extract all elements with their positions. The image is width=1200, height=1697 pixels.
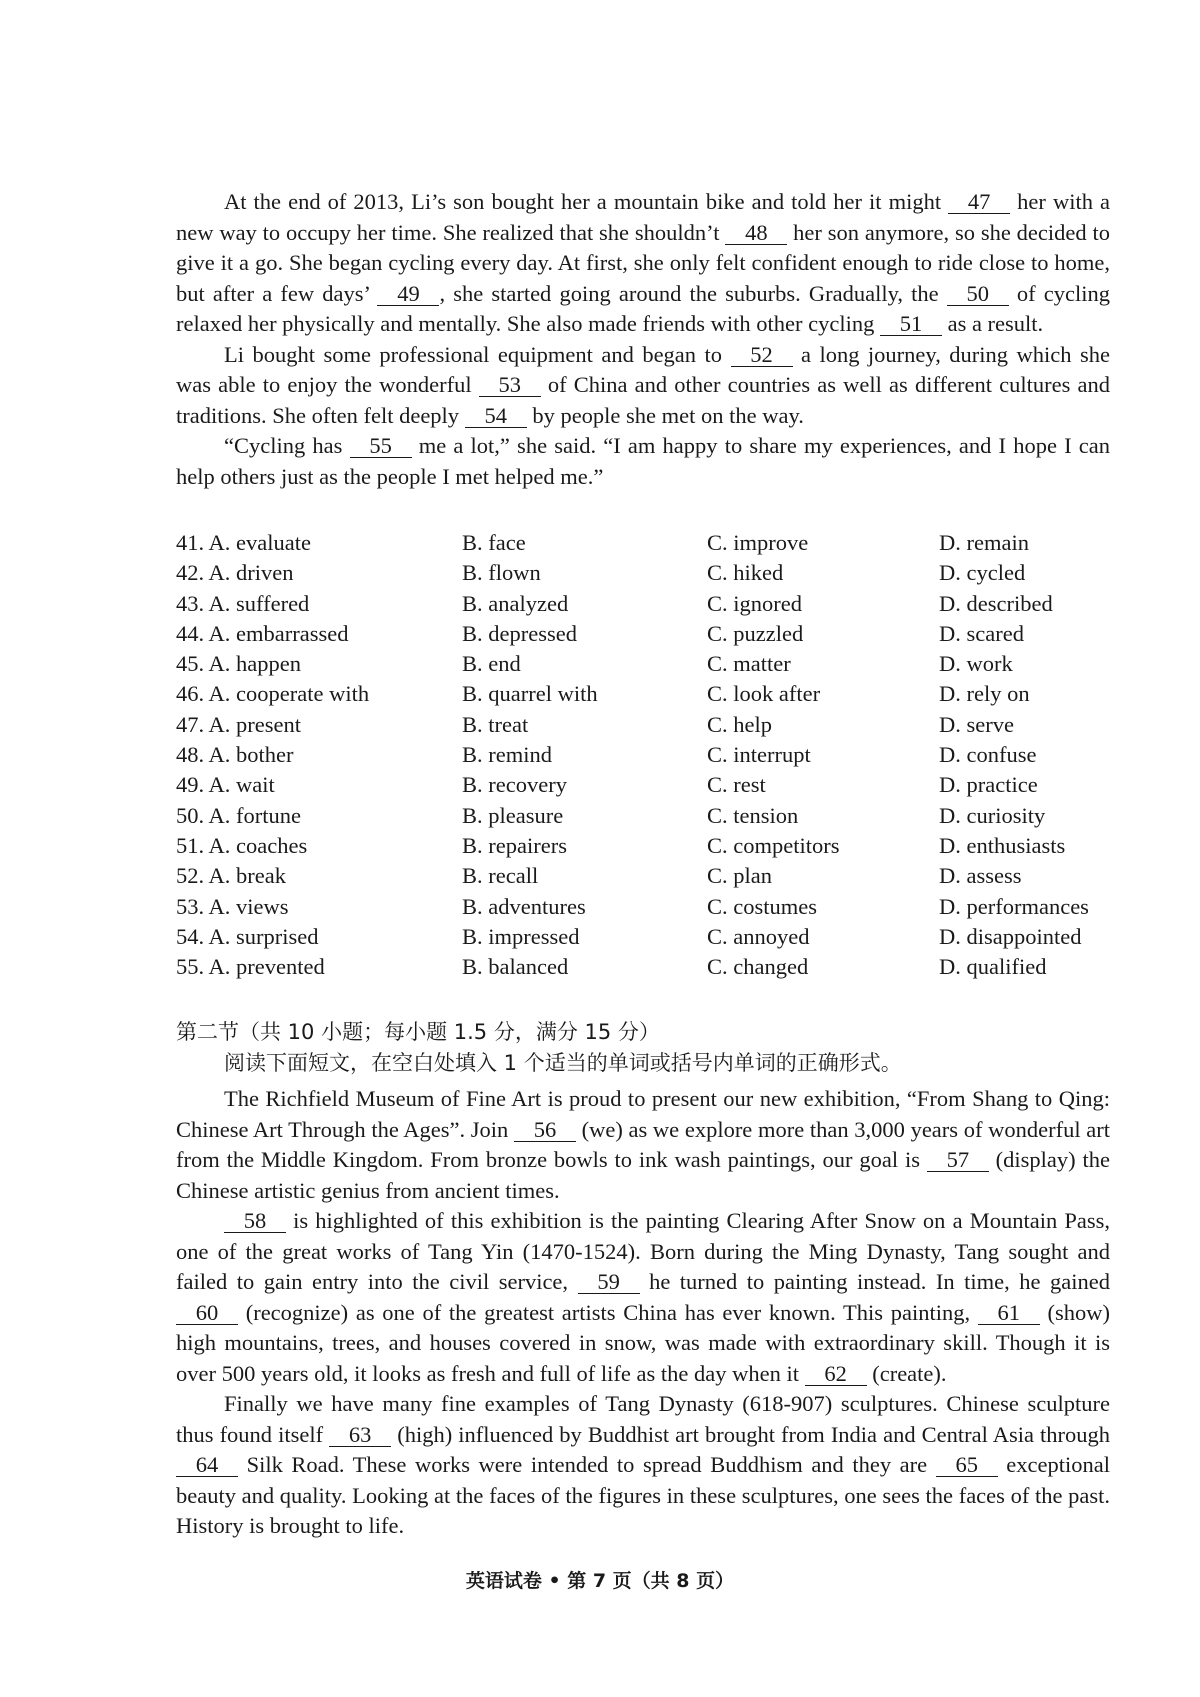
option-choice: C. plan	[707, 863, 772, 889]
option-choice: B. impressed	[462, 923, 580, 949]
paragraph-text: (create).	[866, 1360, 947, 1386]
cloze-passage	[176, 187, 1110, 492]
option-choice: D. remain	[939, 530, 1029, 555]
option-choice: 50. A. fortune	[176, 802, 301, 828]
paragraph-text: a long journey, during which she was able to enjoy the wonderful	[176, 341, 1110, 397]
option-choice: D. qualified	[939, 954, 1047, 980]
paragraph-text: Finally we have many fine examples of Tang Dynasty (618-907) sculptures. Chinese sculpture thus found itself	[176, 1391, 1110, 1447]
option-row	[176, 558, 1110, 588]
option-choice: B. recall	[462, 863, 539, 889]
option-row	[176, 649, 1110, 679]
option-choice: D. work	[939, 651, 1013, 677]
option-choice: 43. A. suffered	[176, 590, 310, 616]
option-choice: B. flown	[462, 560, 541, 586]
option-choice: C. hiked	[707, 560, 784, 586]
paragraph-text: her son anymore, so she decided to give it a go. She began cycling every day. At first, she only felt confident enough to ride close to home, but after a few days’	[176, 219, 1110, 306]
option-choice: D. performances	[939, 893, 1089, 919]
option-choice: 53. A. views	[176, 893, 289, 919]
paragraph	[176, 1389, 1110, 1542]
paragraph-text: exceptional beauty and quality. Looking at the faces of the figures in these sculptures, one sees the faces of the past. History is brought to life.	[176, 1452, 1110, 1538]
answer-blank: 51	[880, 313, 942, 336]
option-choice: C. look after	[707, 681, 821, 707]
option-choice: D. rely on	[939, 681, 1030, 707]
option-choice: 55. A. prevented	[176, 954, 325, 980]
paragraph-text: “Cycling has	[224, 433, 350, 458]
paragraph	[176, 431, 1110, 492]
option-choice: C. ignored	[707, 590, 802, 616]
option-row	[176, 679, 1110, 709]
answer-blank: 50	[947, 283, 1009, 306]
answer-blank: 64	[176, 1454, 238, 1477]
paragraph-text: (high) influenced by Buddhist art brought from India and Central Asia through	[391, 1421, 1110, 1447]
option-choice: D. practice	[939, 772, 1038, 798]
option-choice: D. curiosity	[939, 802, 1046, 828]
option-choice: C. costumes	[707, 893, 817, 919]
answer-blank: 55	[350, 435, 412, 458]
option-choice: B. pleasure	[462, 802, 564, 828]
option-choice: 48. A. bother	[176, 742, 294, 768]
answer-blank: 54	[465, 405, 527, 428]
option-row	[176, 831, 1110, 861]
answer-blank: 56	[514, 1119, 576, 1142]
paragraph-text: , she started going around the suburbs. Gradually, the	[439, 280, 947, 306]
option-row	[176, 861, 1110, 891]
option-row	[176, 892, 1110, 922]
option-row	[176, 952, 1110, 982]
option-choice: C. help	[707, 711, 772, 737]
option-choice: B. analyzed	[462, 590, 569, 616]
option-choice: B. repairers	[462, 832, 567, 858]
option-choice: D. scared	[939, 620, 1024, 646]
cloze-options-table	[176, 528, 1110, 982]
option-choice: B. depressed	[462, 620, 577, 646]
paragraph	[176, 340, 1110, 432]
option-choice: 49. A. wait	[176, 772, 275, 798]
option-choice: B. adventures	[462, 893, 586, 919]
option-choice: B. end	[462, 651, 521, 677]
answer-blank: 65	[936, 1454, 998, 1477]
answer-blank: 49	[377, 283, 439, 306]
option-choice: 42. A. driven	[176, 560, 294, 586]
paragraph-text: (recognize) as one of the greatest artists China has ever known. This painting,	[238, 1299, 978, 1325]
paragraph	[176, 1084, 1110, 1206]
option-choice: C. competitors	[707, 832, 840, 858]
option-choice: D. disappointed	[939, 923, 1082, 949]
answer-blank: 59	[578, 1271, 640, 1294]
option-row	[176, 801, 1110, 831]
option-choice: 54. A. surprised	[176, 923, 319, 949]
option-row	[176, 710, 1110, 740]
paragraph-text: he turned to painting instead. In time, he gained	[639, 1269, 1110, 1294]
option-choice: C. interrupt	[707, 742, 811, 768]
option-choice: 46. A. cooperate with	[176, 681, 370, 707]
option-choice: C. tension	[707, 802, 799, 828]
option-choice: C. changed	[707, 954, 809, 980]
paragraph-text: by people she met on the way.	[526, 402, 804, 428]
option-row	[176, 589, 1110, 619]
option-choice: D. serve	[939, 711, 1014, 737]
option-choice: D. assess	[939, 863, 1022, 889]
answer-blank: 53	[479, 374, 541, 397]
paragraph	[176, 1206, 1110, 1389]
paragraph-text: me a lot,” she said. “I am happy to share my experiences, and I hope I can help others just as the people I met helped me.”	[176, 433, 1110, 489]
answer-blank: 61	[978, 1302, 1040, 1325]
option-choice: B. quarrel with	[462, 681, 598, 707]
answer-blank: 48	[725, 222, 787, 245]
paragraph-text: At the end of 2013, Li’s son bought her a mountain bike and told her it might	[224, 189, 949, 214]
option-choice: C. annoyed	[707, 923, 810, 949]
option-row	[176, 740, 1110, 770]
option-row	[176, 922, 1110, 952]
page-footer: 英语试卷 • 第 7 页（共 8 页）	[465, 1570, 735, 1592]
section-heading: 第二节（共 10 小题；每小题 1.5 分，满分 15 分）	[176, 1020, 660, 1044]
option-choice: 52. A. break	[176, 863, 286, 889]
option-choice: 51. A. coaches	[176, 832, 308, 858]
answer-blank: 47	[948, 191, 1010, 214]
option-choice: B. face	[462, 530, 526, 555]
option-row	[176, 619, 1110, 649]
paragraph-text: of China and other countries as well as different cultures and traditions. She often felt deeply	[176, 372, 1110, 428]
paragraph-text: (we) as we explore more than 3,000 years of wonderful art from the Middle Kingdom. From bronze bowls to ink wash paintings, our goal is	[176, 1116, 1110, 1172]
option-choice: 44. A. embarrassed	[176, 620, 349, 646]
paragraph-text: Li bought some professional equipment and began to	[224, 341, 731, 367]
option-choice: C. puzzled	[707, 620, 804, 646]
option-choice: C. improve	[707, 530, 809, 555]
option-choice: 41. A. evaluate	[176, 530, 311, 555]
option-choice: D. confuse	[939, 742, 1037, 768]
answer-blank: 63	[329, 1424, 391, 1447]
option-choice: D. enthusiasts	[939, 832, 1066, 858]
answer-blank: 52	[731, 344, 793, 367]
paragraph-text: is highlighted of this exhibition is the painting Clearing After Snow on a Mountain Pass, one of the great works of Tang Yin (1470-1524). Born during the Ming Dynasty, Tang sought and failed to gain entry into the civil service,	[176, 1208, 1110, 1294]
option-choice: D. cycled	[939, 560, 1026, 586]
section-instruction: 阅读下面短文，在空白处填入 1 个适当的单词或括号内单词的正确形式。	[224, 1050, 902, 1075]
option-choice: D. described	[939, 590, 1053, 616]
option-choice: B. treat	[462, 711, 529, 737]
paragraph-text: as a result.	[941, 311, 1044, 336]
grammar-fill-passage	[176, 1084, 1110, 1542]
paragraph-text: Silk Road. These works were intended to spread Buddhism and they are	[238, 1452, 936, 1477]
section-two	[176, 1017, 1110, 1542]
option-choice: B. recovery	[462, 772, 567, 798]
option-choice: C. rest	[707, 772, 766, 798]
option-choice: 45. A. happen	[176, 651, 301, 677]
option-choice: B. balanced	[462, 954, 569, 980]
paragraph-text: (display) the Chinese artistic genius from ancient times.	[176, 1147, 1110, 1203]
paragraph-text: (show) high mountains, trees, and houses covered in snow, was made with extraordinary skill. Though it is over 500 years old, it looks as fresh and full of life as the day when it	[176, 1299, 1110, 1386]
answer-blank: 60	[176, 1302, 238, 1325]
option-choice: B. remind	[462, 742, 552, 768]
option-row	[176, 528, 1110, 558]
option-choice: C. matter	[707, 651, 791, 677]
option-choice: 47. A. present	[176, 711, 301, 737]
paragraph-text: her with a new way to occupy her time. She realized that she shouldn’t	[176, 189, 1110, 245]
paragraph	[176, 187, 1110, 340]
answer-blank: 58	[224, 1210, 286, 1233]
paragraph-text: The Richfield Museum of Fine Art is proud to present our new exhibition, “From Shang to Qing: Chinese Art Through the Ages”. Join	[176, 1086, 1110, 1142]
paragraph-text: of cycling relaxed her physically and mentally. She also made friends with other cycling	[176, 280, 1110, 336]
answer-blank: 62	[805, 1363, 867, 1386]
answer-blank: 57	[927, 1149, 989, 1172]
option-row	[176, 770, 1110, 800]
